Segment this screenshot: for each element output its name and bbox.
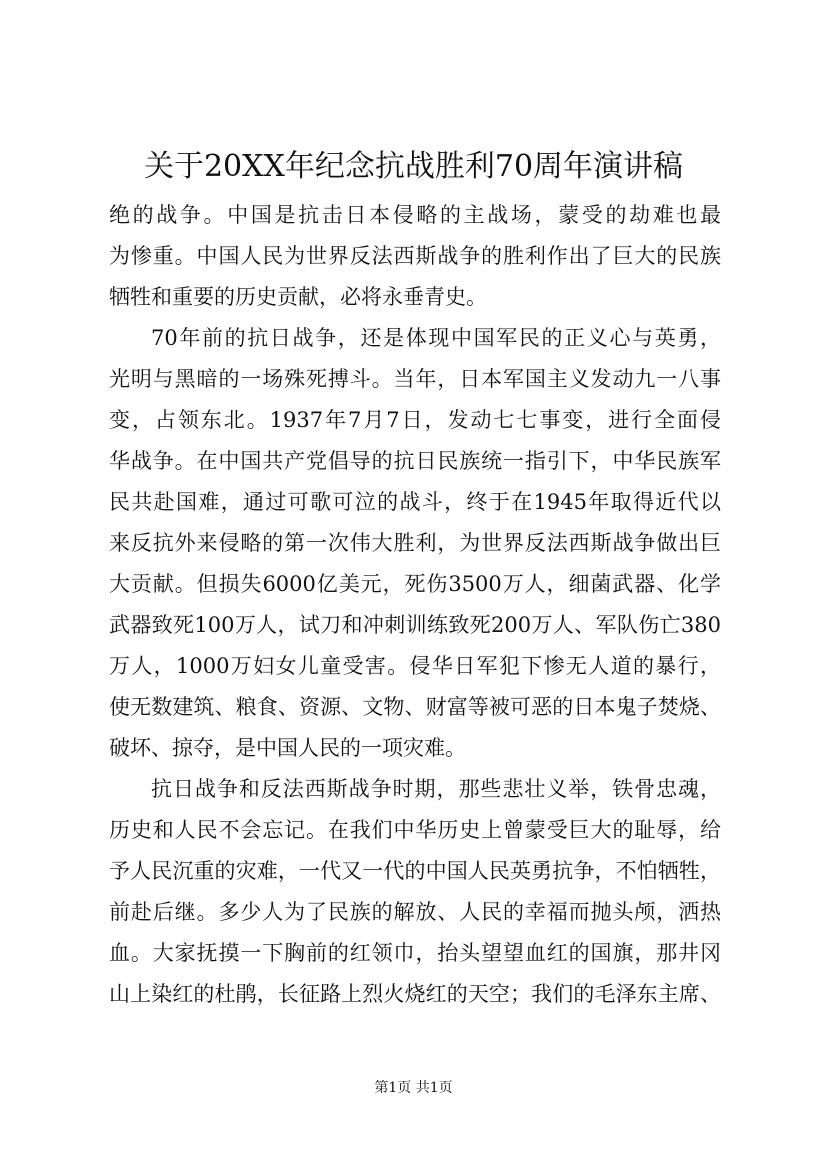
text-line: 予人民沉重的灾难，一代又一代的中国人民英勇抗争，不怕牺牲， xyxy=(109,859,721,883)
text-line: 血。大家抚摸一下胸前的红领巾，抬头望望血红的国旗，那井冈 xyxy=(109,941,721,965)
text-line: 牺牲和重要的历史贡献，必将永垂青史。 xyxy=(109,285,487,309)
text-line: 万人，1000万妇女儿童受害。侵华日军犯下惨无人道的暴行， xyxy=(109,654,721,678)
text-line: 70年前的抗日战争，还是体现中国军民的正义心与英勇， xyxy=(151,326,721,350)
document-title: 关于20XX年纪念抗战胜利70周年演讲稿 xyxy=(143,149,684,184)
text-line: 前赴后继。多少人为了民族的解放、人民的幸福而抛头颅，洒热 xyxy=(109,900,721,924)
text-line: 来反抗外来侵略的第一次伟大胜利，为世界反法西斯战争做出巨 xyxy=(109,531,721,555)
text-line: 华战争。在中国共产党倡导的抗日民族统一指引下，中华民族军 xyxy=(109,449,721,473)
text-line: 武器致死100万人，试刀和冲刺训练致死200万人、军队伤亡380 xyxy=(109,613,721,637)
text-line: 历史和人民不会忘记。在我们中华历史上曾蒙受巨大的耻辱，给 xyxy=(109,818,721,842)
text-line: 绝的战争。中国是抗击日本侵略的主战场，蒙受的劫难也最 xyxy=(109,203,721,227)
text-line: 大贡献。但损失6000亿美元，死伤3500万人，细菌武器、化学 xyxy=(109,572,721,596)
document-body xyxy=(109,195,721,1015)
text-line: 变，占领东北。1937年7月7日，发动七七事变，进行全面侵 xyxy=(109,408,721,432)
page-number-footer: 第1页 共1页 xyxy=(374,1080,453,1096)
text-line: 民共赴国难，通过可歌可泣的战斗，终于在1945年取得近代以 xyxy=(109,490,721,514)
text-line: 光明与黑暗的一场殊死搏斗。当年，日本军国主义发动九一八事 xyxy=(109,367,721,391)
text-line: 使无数建筑、粮食、资源、文物、财富等被可恶的日本鬼子焚烧、 xyxy=(109,695,721,719)
text-line: 破坏、掠夺，是中国人民的一项灾难。 xyxy=(109,736,466,760)
text-line: 抗日战争和反法西斯战争时期，那些悲壮义举，铁骨忠魂， xyxy=(151,777,721,801)
text-line: 为惨重。中国人民为世界反法西斯战争的胜利作出了巨大的民族 xyxy=(109,244,721,268)
text-line: 山上染红的杜鹃，长征路上烈火烧红的天空；我们的毛泽东主席、 xyxy=(109,982,721,1006)
